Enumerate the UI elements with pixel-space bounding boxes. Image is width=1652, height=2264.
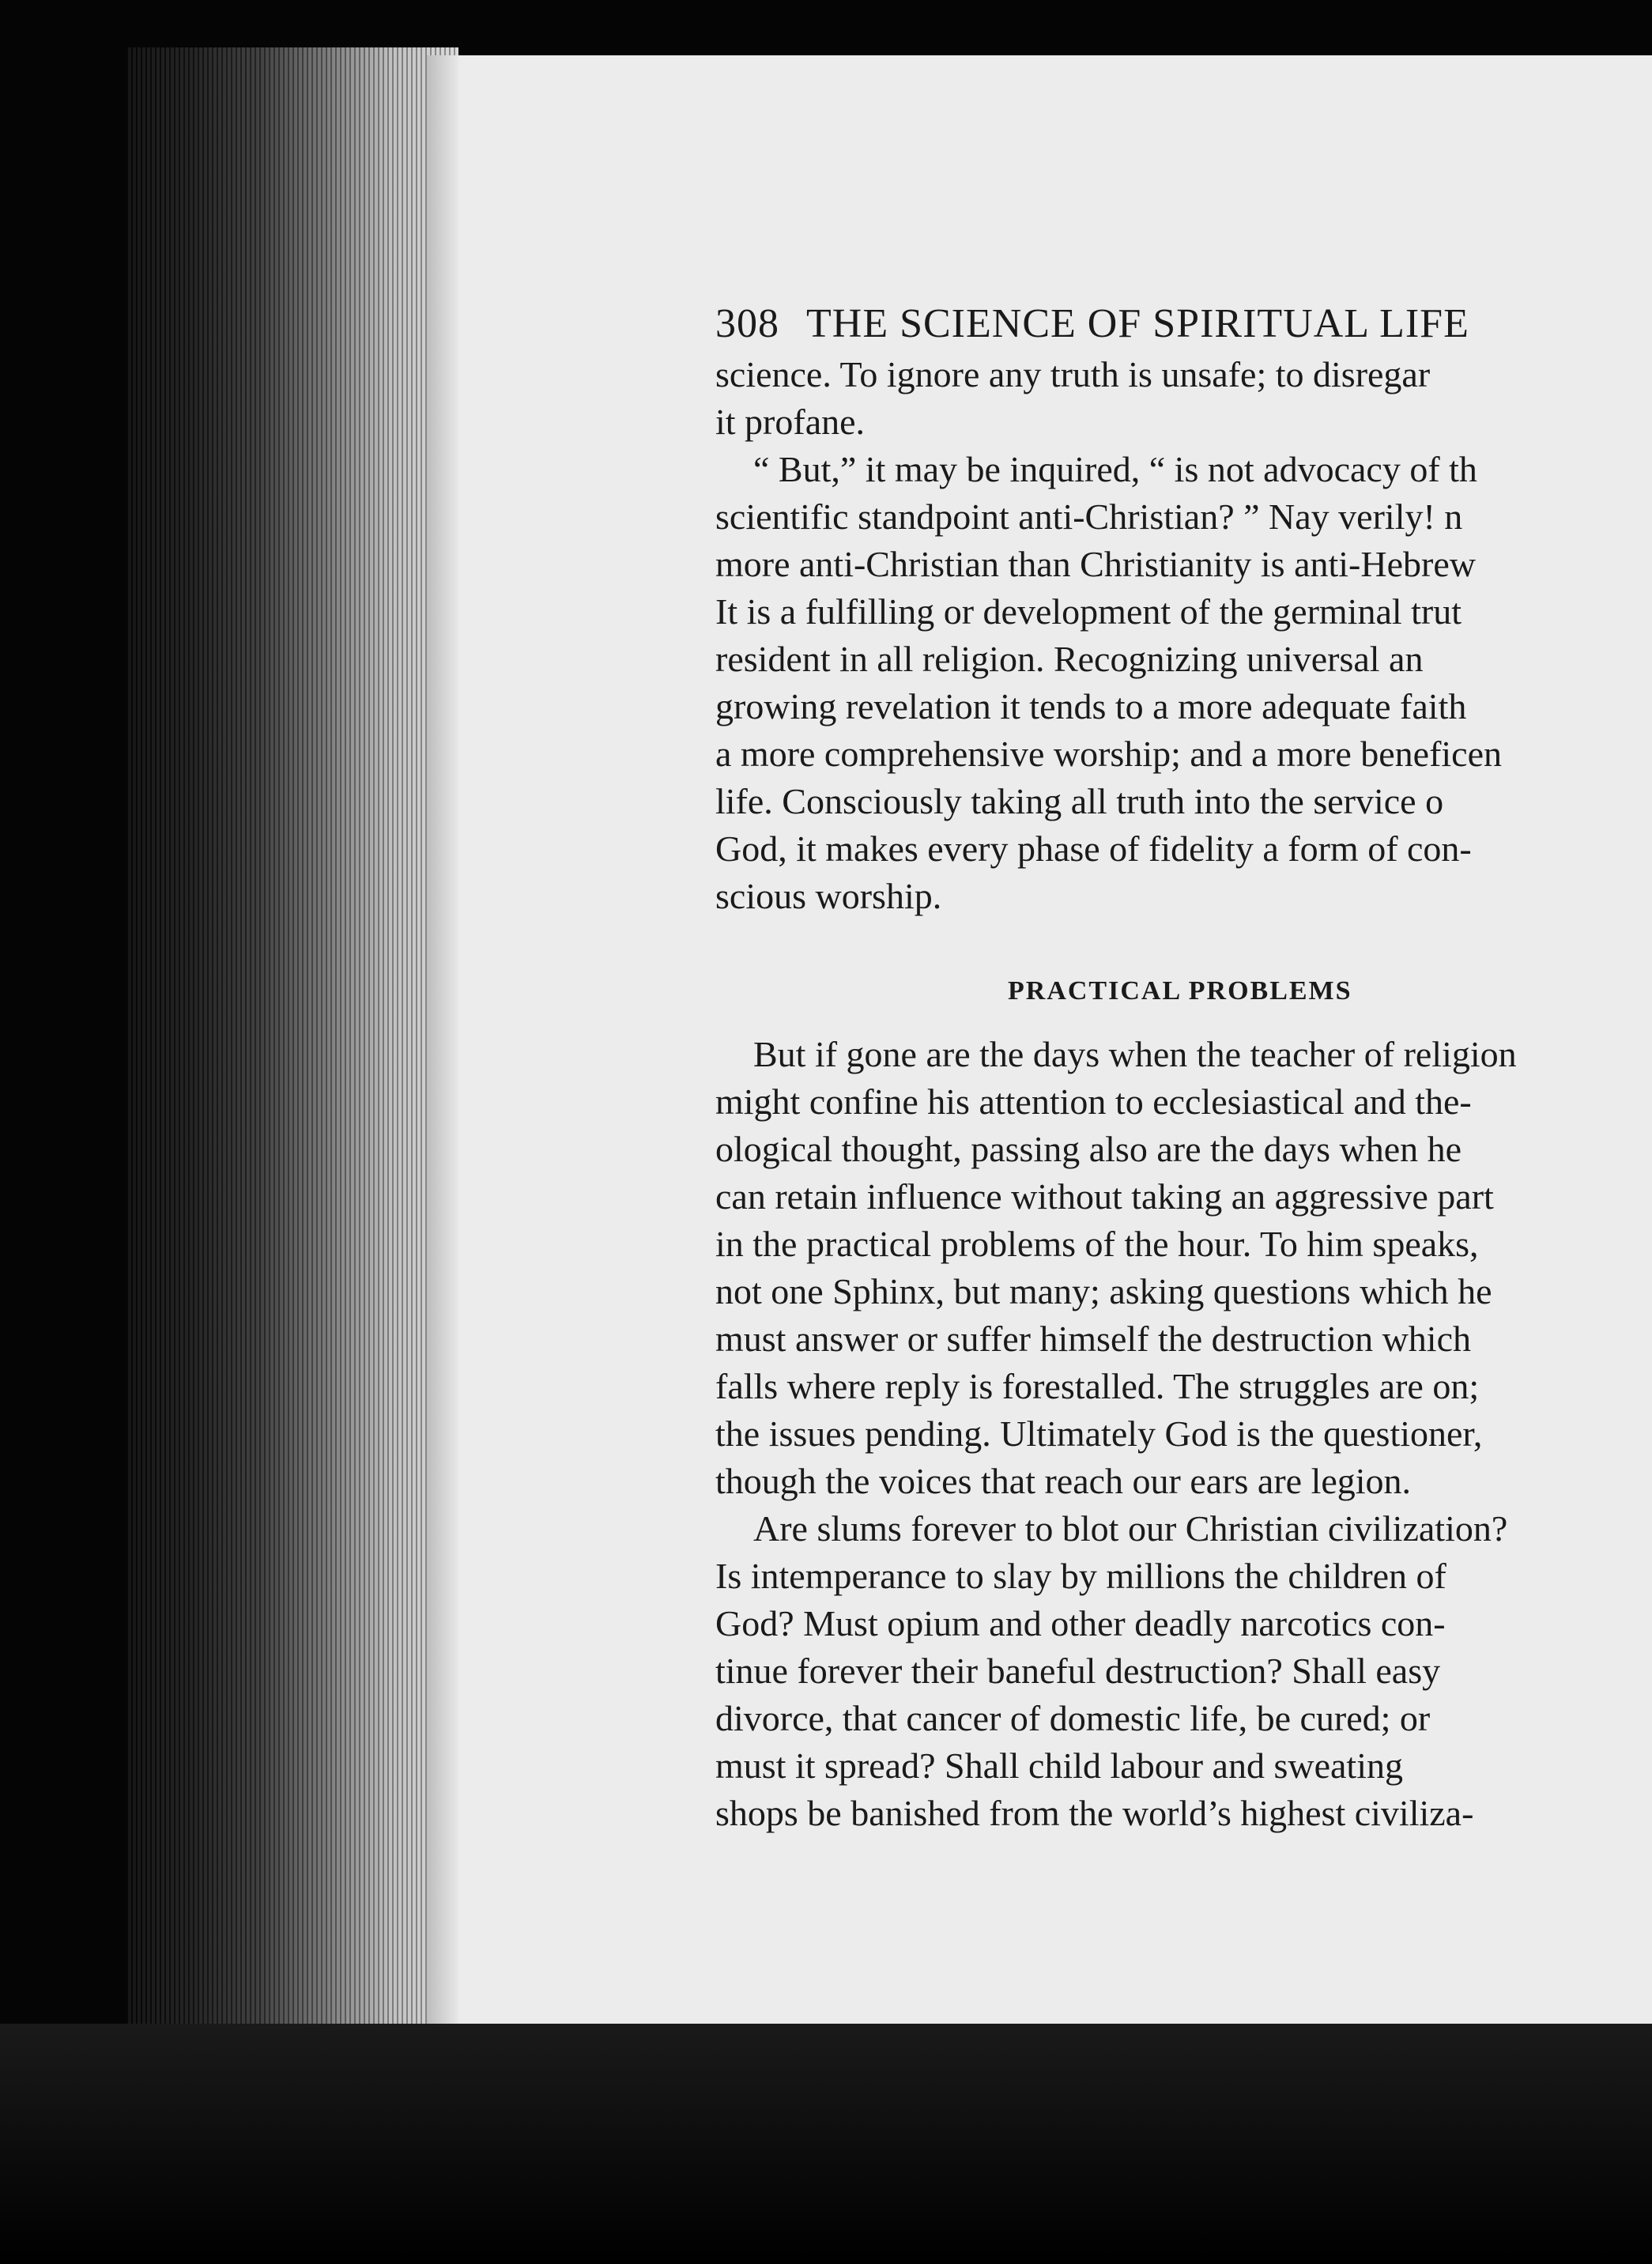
text-line: But if gone are the days when the teacher of religion (753, 1034, 1517, 1074)
running-head (715, 300, 1652, 348)
text-line: life. Consciously taking all truth into the service o (715, 781, 1444, 821)
text-line: science. To ignore any truth is unsafe; to disregar (715, 354, 1431, 394)
text-line: tinue forever their baneful destruction? Shall easy (715, 1651, 1441, 1691)
section-heading: PRACTICAL PROBLEMS (1008, 976, 1352, 1006)
text-line: might confine his attention to ecclesiastical and the- (715, 1081, 1472, 1122)
text-line: in the practical problems of the hour. To him speaks, (715, 1224, 1479, 1264)
text-line: more anti-Christian than Christianity is anti-Hebrew (715, 544, 1476, 584)
text-line: “ But,” it may be inquired, “ is not advocacy of th (753, 449, 1477, 489)
text-line: growing revelation it tends to a more adequate faith (715, 686, 1467, 726)
text-line: must it spread? Shall child labour and sweating (715, 1745, 1403, 1786)
page-number: 308 (715, 301, 779, 346)
text-line: God, it makes every phase of fidelity a form of con- (715, 828, 1472, 869)
text-line: shops be banished from the world’s highest civiliza- (715, 1793, 1474, 1833)
text-line: resident in all religion. Recognizing universal an (715, 639, 1424, 679)
bottom-shadow (0, 2024, 1652, 2264)
text-line: a more comprehensive worship; and a more beneficen (715, 734, 1502, 774)
paragraph (715, 1505, 1652, 1837)
page-stack-edge (126, 47, 458, 2024)
text-line: not one Sphinx, but many; asking questions which he (715, 1271, 1492, 1311)
text-line: Is intemperance to slay by millions the children of (715, 1556, 1446, 1596)
text-line: It is a fulfilling or development of the germinal trut (715, 591, 1462, 632)
text-line: scious worship. (715, 876, 942, 916)
text-line: though the voices that reach our ears are legion. (715, 1461, 1412, 1501)
body-text-after-heading (715, 1031, 1652, 1837)
text-line: scientific standpoint anti-Christian? ” Nay verily! n (715, 496, 1463, 537)
body-text-before-heading (715, 351, 1652, 920)
text-line: must answer or suffer himself the destruction which (715, 1319, 1471, 1359)
paragraph (715, 446, 1652, 920)
running-title: THE SCIENCE OF SPIRITUAL LIFE (806, 301, 1469, 346)
text-line: can retain influence without taking an aggressive part (715, 1176, 1494, 1217)
page-gutter (427, 55, 458, 2032)
paragraph (715, 1031, 1652, 1505)
text-line: God? Must opium and other deadly narcotics con- (715, 1603, 1446, 1643)
text-line: ological thought, passing also are the days when he (715, 1129, 1462, 1169)
text-line: it profane. (715, 402, 866, 442)
paragraph (715, 351, 1652, 446)
text-line: divorce, that cancer of domestic life, be cured; or (715, 1698, 1431, 1738)
text-line: Are slums forever to blot our Christian civilization? (753, 1508, 1508, 1549)
page-text (715, 300, 1652, 1837)
text-line: falls where reply is forestalled. The struggles are on; (715, 1366, 1480, 1406)
text-line: the issues pending. Ultimately God is the questioner, (715, 1413, 1483, 1454)
